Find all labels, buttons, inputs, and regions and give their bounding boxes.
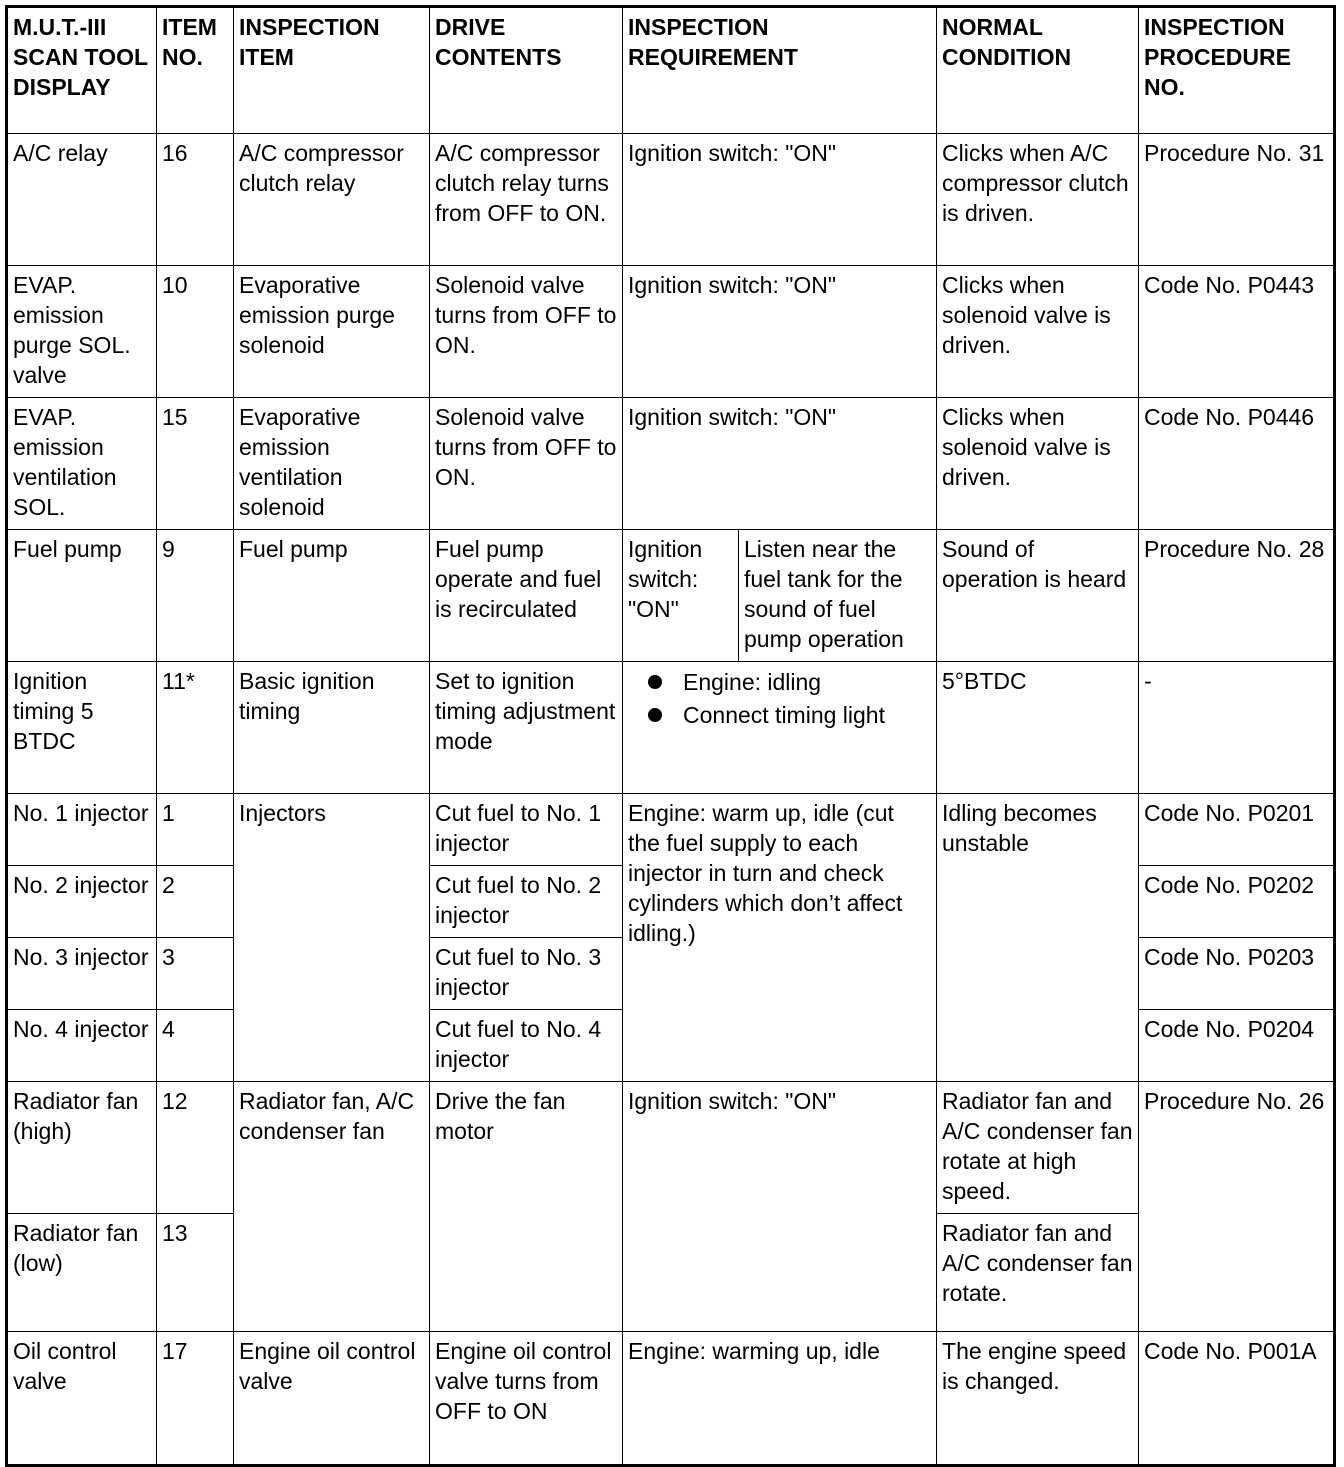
requirement-cell: Engine: warm up, idle (cut the fuel supply to each injector in turn and check cylinders which don’t affect idling.)	[623, 794, 937, 1082]
requirement-cell: Ignition switch: "ON"	[623, 134, 937, 266]
inspection-item-cell: Basic ignition timing	[234, 662, 430, 794]
procedure-cell: Code No. P0201	[1139, 794, 1335, 866]
drive-contents-cell: Cut fuel to No. 1 injector	[430, 794, 623, 866]
display-cell: No. 1 injector	[7, 794, 157, 866]
table-row	[7, 1332, 1335, 1466]
drive-contents-cell: Cut fuel to No. 2 injector	[430, 866, 623, 938]
normal-condition-cell: 5°BTDC	[937, 662, 1139, 794]
display-cell: No. 3 injector	[7, 938, 157, 1010]
procedure-cell: Procedure No. 31	[1139, 134, 1335, 266]
table-row	[7, 530, 1335, 662]
item-no-cell: 3	[157, 938, 234, 1010]
procedure-cell: Code No. P0203	[1139, 938, 1335, 1010]
normal-condition-cell: Radiator fan and A/C condenser fan rotate at high speed.	[937, 1082, 1139, 1214]
item-no-cell: 11*	[157, 662, 234, 794]
drive-contents-cell: A/C compressor clutch relay turns from OFF to ON.	[430, 134, 623, 266]
normal-condition-cell: Clicks when A/C compressor clutch is driven.	[937, 134, 1139, 266]
requirement-cell	[623, 662, 937, 794]
requirement-bullet-list	[628, 666, 931, 732]
display-cell: Ignition timing 5 BTDC	[7, 662, 157, 794]
header-procedure-no: INSPECTION PROCEDURE NO.	[1139, 7, 1335, 134]
display-cell: No. 2 injector	[7, 866, 157, 938]
requirement-cell: Ignition switch: "ON"	[623, 1082, 937, 1332]
procedure-cell: Code No. P0446	[1139, 398, 1335, 530]
procedure-cell: Code No. P001A	[1139, 1332, 1335, 1466]
actuator-test-table	[5, 5, 1336, 1467]
display-cell: Fuel pump	[7, 530, 157, 662]
procedure-cell: Code No. P0202	[1139, 866, 1335, 938]
header-inspection-requirement: INSPECTION REQUIREMENT	[623, 7, 937, 134]
display-cell: A/C relay	[7, 134, 157, 266]
normal-condition-cell: The engine speed is changed.	[937, 1332, 1139, 1466]
inspection-item-cell: Engine oil control valve	[234, 1332, 430, 1466]
table-row	[7, 266, 1335, 398]
header-inspection-item: INSPECTION ITEM	[234, 7, 430, 134]
display-cell: Oil control valve	[7, 1332, 157, 1466]
drive-contents-cell: Cut fuel to No. 4 injector	[430, 1010, 623, 1082]
drive-contents-cell: Set to ignition timing adjustment mode	[430, 662, 623, 794]
header-drive-contents: DRIVE CONTENTS	[430, 7, 623, 134]
inspection-item-cell: Injectors	[234, 794, 430, 1082]
table-row	[7, 662, 1335, 794]
inspection-item-cell: Evaporative emission ventilation solenoid	[234, 398, 430, 530]
item-no-cell: 4	[157, 1010, 234, 1082]
item-no-cell: 9	[157, 530, 234, 662]
drive-contents-cell: Fuel pump operate and fuel is recirculated	[430, 530, 623, 662]
normal-condition-cell: Clicks when solenoid valve is driven.	[937, 398, 1139, 530]
item-no-cell: 1	[157, 794, 234, 866]
inspection-item-cell: A/C compressor clutch relay	[234, 134, 430, 266]
requirement-cell: Ignition switch: "ON"	[623, 266, 937, 398]
item-no-cell: 15	[157, 398, 234, 530]
drive-contents-cell: Solenoid valve turns from OFF to ON.	[430, 266, 623, 398]
inspection-item-cell: Evaporative emission purge solenoid	[234, 266, 430, 398]
item-no-cell: 2	[157, 866, 234, 938]
header-normal-condition: NORMAL CONDITION	[937, 7, 1139, 134]
procedure-cell: Code No. P0443	[1139, 266, 1335, 398]
normal-condition-cell: Idling becomes unstable	[937, 794, 1139, 1082]
drive-contents-cell: Solenoid valve turns from OFF to ON.	[430, 398, 623, 530]
header-item-no: ITEM NO.	[157, 7, 234, 134]
header-row	[7, 7, 1335, 134]
display-cell: Radiator fan (high)	[7, 1082, 157, 1214]
requirement-cell-listen: Listen near the fuel tank for the sound of fuel pump operation	[739, 530, 937, 662]
table-row	[7, 398, 1335, 530]
drive-contents-cell: Cut fuel to No. 3 injector	[430, 938, 623, 1010]
header-display: M.U.T.-III SCAN TOOL DISPLAY	[7, 7, 157, 134]
normal-condition-cell: Clicks when solenoid valve is driven.	[937, 266, 1139, 398]
requirement-cell: Engine: warming up, idle	[623, 1332, 937, 1466]
display-cell: EVAP. emission purge SOL. valve	[7, 266, 157, 398]
requirement-cell: Ignition switch: "ON"	[623, 398, 937, 530]
list-item: Connect timing light	[648, 699, 931, 732]
list-item: Engine: idling	[648, 666, 931, 699]
inspection-item-cell: Fuel pump	[234, 530, 430, 662]
table-row	[7, 134, 1335, 266]
display-cell: No. 4 injector	[7, 1010, 157, 1082]
table-row	[7, 1082, 1335, 1214]
item-no-cell: 16	[157, 134, 234, 266]
inspection-item-cell: Radiator fan, A/C condenser fan	[234, 1082, 430, 1332]
normal-condition-cell: Radiator fan and A/C condenser fan rotate.	[937, 1214, 1139, 1332]
requirement-cell-ignition: Ignition switch: "ON"	[623, 530, 739, 662]
display-cell: Radiator fan (low)	[7, 1214, 157, 1332]
item-no-cell: 13	[157, 1214, 234, 1332]
display-cell: EVAP. emission ventilation SOL.	[7, 398, 157, 530]
procedure-cell: Procedure No. 26	[1139, 1082, 1335, 1332]
item-no-cell: 12	[157, 1082, 234, 1214]
drive-contents-cell: Engine oil control valve turns from OFF to ON	[430, 1332, 623, 1466]
drive-contents-cell: Drive the fan motor	[430, 1082, 623, 1332]
procedure-cell: Procedure No. 28	[1139, 530, 1335, 662]
normal-condition-cell: Sound of operation is heard	[937, 530, 1139, 662]
procedure-cell: -	[1139, 662, 1335, 794]
item-no-cell: 10	[157, 266, 234, 398]
procedure-cell: Code No. P0204	[1139, 1010, 1335, 1082]
item-no-cell: 17	[157, 1332, 234, 1466]
table-row	[7, 794, 1335, 866]
